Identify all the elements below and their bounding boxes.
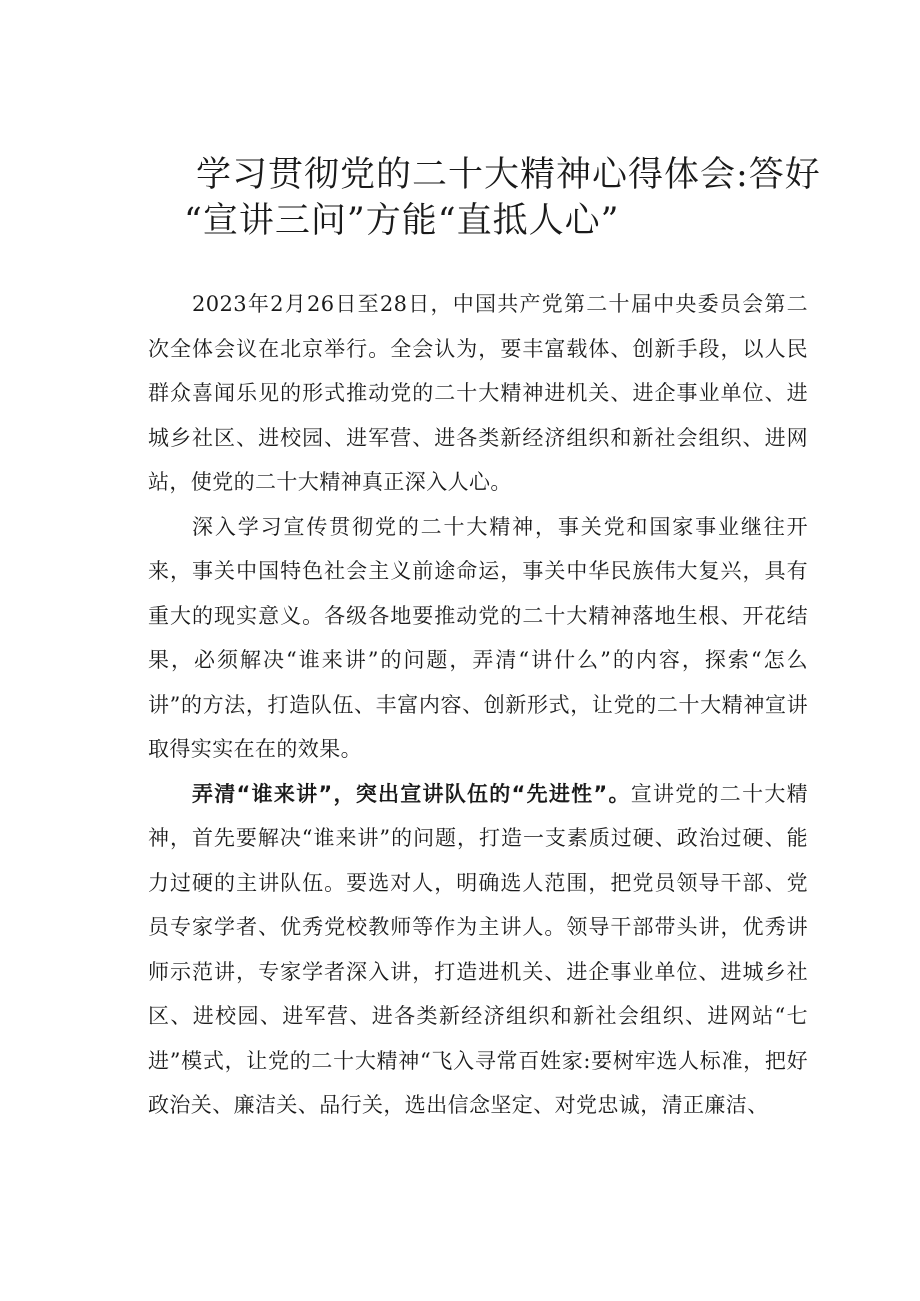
document-body [148,282,808,1128]
paragraph-1 [148,282,808,505]
paragraph-text: 2023年2月26日至28日，中国共产党第二十届中央委员会第二次全体会议在北京举行。全会认为，要丰富载体、创新手段，以人民群众喜闻乐见的形式推动党的二十大精神进机关、进企事业单位、进城乡社区、进校园、进军营、进各类新经济组织和新社会组织、进网站，使党的二十大精神真正深入人心。 [148,292,808,494]
paragraph-3 [148,772,808,1128]
document-title [184,152,836,244]
paragraph-text: 宣讲党的二十大精神，首先要解决“谁来讲”的问题，打造一支素质过硬、政治过硬、能力过硬的主讲队伍。要选对人，明确选人范围，把党员领导干部、党员专家学者、优秀党校教师等作为主讲人。领导干部带头讲，优秀讲师示范讲，专家学者深入讲，打造进机关、进企事业单位、进城乡社区、进校园、进军营、进各类新经济组织和新社会组织、进网站“七进”模式，让党的二十大精神“飞入寻常百姓家:要树牢选人标准，把好政治关、廉洁关、品行关，选出信念坚定、对党忠诚，清正廉洁、 [148,781,808,1117]
paragraph-lead-heading: 弄清“谁来讲”，突出宣讲队伍的“先进性”。 [192,781,631,806]
title-line-1: 学习贯彻党的二十大精神心得体会:答好 [196,155,821,195]
title-line-2: “宣讲三问”方能“直抵人心” [184,201,620,241]
paragraph-text: 深入学习宣传贯彻党的二十大精神，事关党和国家事业继往开来，事关中国特色社会主义前途命运，事关中华民族伟大复兴，具有重大的现实意义。各级各地要推动党的二十大精神落地生根、开花结果，必须解决“谁来讲”的问题，弄清“讲什么”的内容，探索“怎么讲”的方法，打造队伍、丰富内容、创新形式，让党的二十大精神宣讲取得实实在在的效果。 [148,514,808,761]
paragraph-2 [148,505,808,772]
